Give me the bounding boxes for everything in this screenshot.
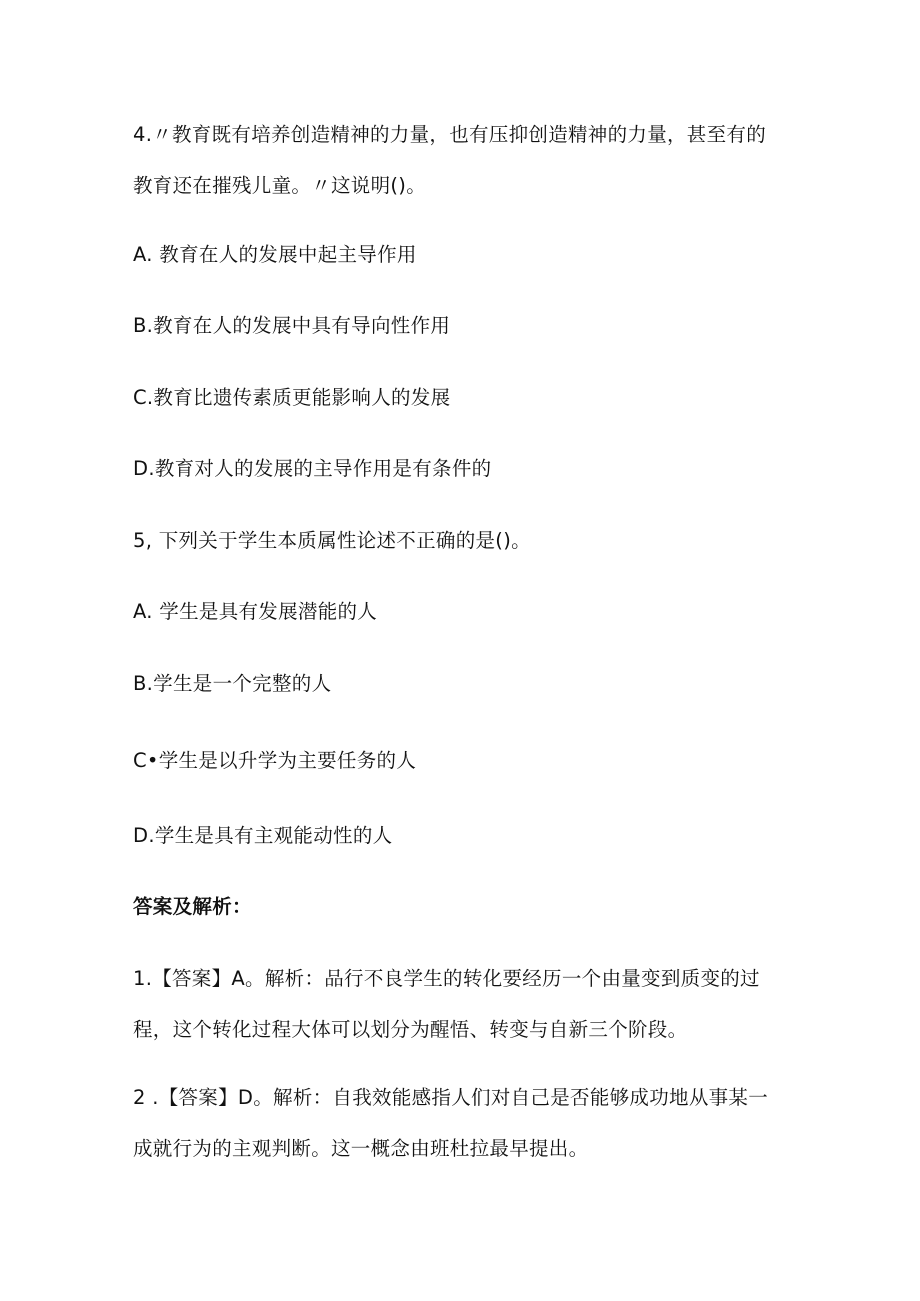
question-4-stem-line-2: 教育还在摧残儿童。〃这说明()。 [133, 174, 427, 197]
answer-1-line-2: 程，这个转化过程大体可以划分为醒悟、转变与自新三个阶段。 [133, 1018, 688, 1041]
answer-1-line-1: 1.【答案】A。解析：品行不良学生的转化要经历一个由量变到质变的过 [133, 967, 760, 990]
question-5-option-a: A. 学生是具有发展潜能的人 [133, 600, 378, 623]
question-4-option-d: D.教育对人的发展的主导作用是有条件的 [133, 457, 492, 480]
answer-2-line-2: 成就行为的主观判断。这一概念由班杜拉最早提出。 [133, 1137, 589, 1160]
question-5-stem: 5, 下列关于学生本质属性论述不正确的是()。 [133, 529, 531, 552]
question-4-option-a: A. 教育在人的发展中起主导作用 [133, 243, 417, 266]
question-4-option-c: C.教育比遗传素质更能影响人的发展 [133, 386, 451, 409]
answer-2-line-1: 2 .【答案】D。解析：自我效能感指人们对自己是否能够成功地从事某一 [133, 1086, 769, 1109]
question-5-option-c: C•学生是以升学为主要任务的人 [133, 749, 417, 772]
question-5-option-b: B.学生是一个完整的人 [133, 672, 332, 695]
answers-heading: 答案及解析： [133, 895, 252, 918]
question-5-option-d: D.学生是具有主观能动性的人 [133, 824, 393, 847]
question-4-option-b: B.教育在人的发展中具有导向性作用 [133, 314, 451, 337]
question-4-stem-line-1: 4.〃教育既有培养创造精神的力量，也有压抑创造精神的力量，甚至有的 [133, 123, 767, 146]
